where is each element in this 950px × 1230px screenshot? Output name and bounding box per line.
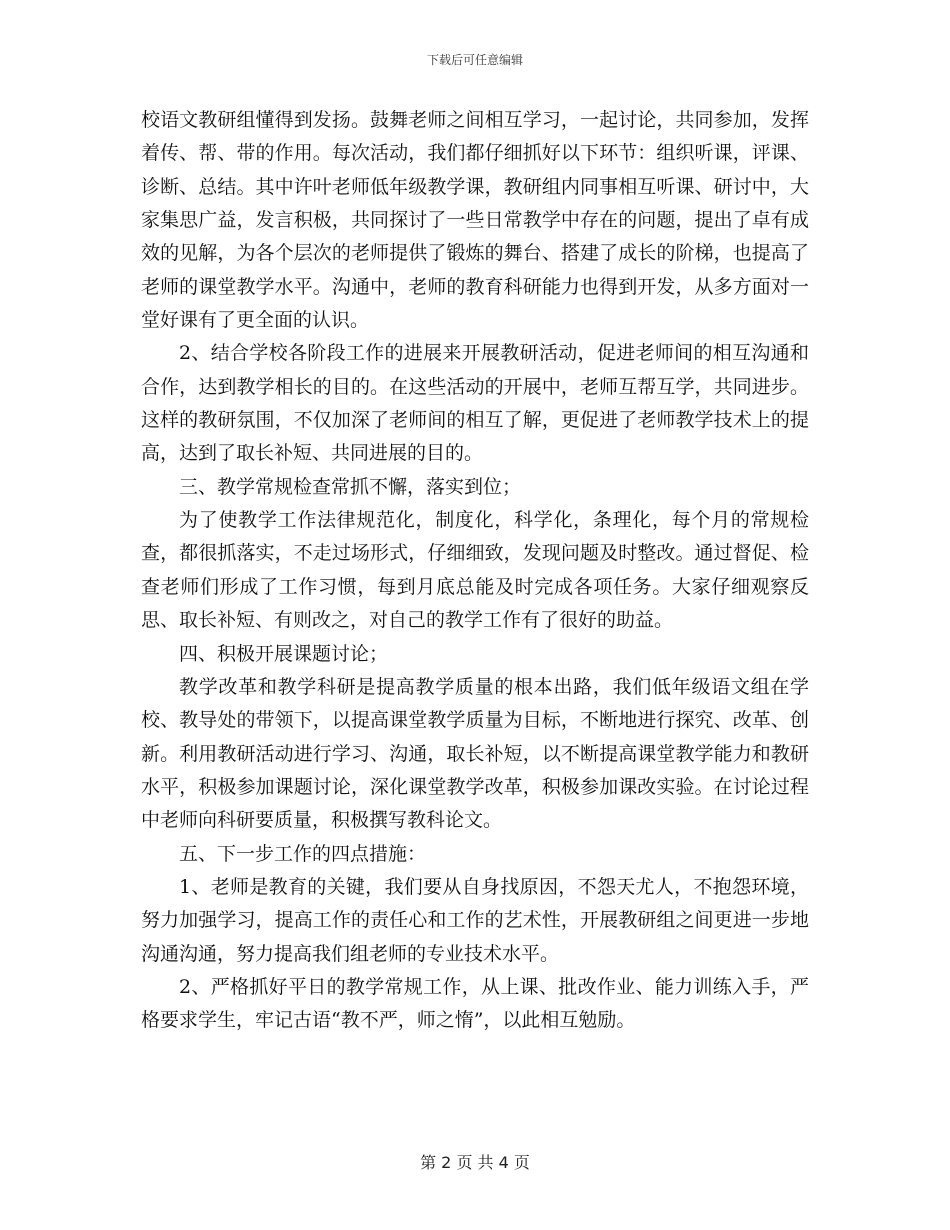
total-pages-number: 4 <box>498 1153 509 1172</box>
paragraph: 为了使教学工作法律规范化，制度化，科学化，条理化，每个月的常规检查，都很抓落实，不走过场形式，仔细细致，发现问题及时整改。通过督促、检查老师们形成了工作习惯，每到月底总能及时完成各项任务。大家仔细观察反思、取长补短、有则改之，对自己的教学工作有了很好的助益。 <box>141 509 809 632</box>
paragraph: 2、严格抓好平日的教学常规工作，从上课、批改作业、能力训练入手，严格要求学生，牢记古语“教不严，师之惰”，以此相互勉励。 <box>141 975 809 1032</box>
paragraph: 2、结合学校各阶段工作的进展来开展教研活动，促进老师间的相互沟通和合作，达到教学相长的目的。在这些活动的开展中，老师互帮互学，共同进步。这样的教研氛围，不仅加深了老师间的相互了解，更促进了老师教学技术上的提高，达到了取长补短、共同进展的目的。 <box>141 342 809 465</box>
page-footer <box>0 1152 950 1174</box>
current-page-number: 2 <box>441 1153 452 1172</box>
paragraph: 1、老师是教育的关键，我们要从自身找原因，不怨天尤人，不抱怨环境，努力加强学习，提高工作的责任心和工作的艺术性，开展教研组之间更进一步地沟通沟通，努力提高我们组老师的专业技术水平。 <box>141 875 809 965</box>
paragraph: 校语文教研组懂得到发扬。鼓舞老师之间相互学习，一起讨论，共同参加，发挥着传、帮、带的作用。每次活动，我们都仔细抓好以下环节：组织听课，评课、诊断、总结。其中许叶老师低年级教学课，教研组内同事相互听课、研讨中，大家集思广益，发言积极，共同探讨了一些日常教学中存在的问题，提出了卓有成效的见解，为各个层次的老师提供了锻炼的舞台、搭建了成长的阶梯，也提高了老师的课堂教学水平。沟通中，老师的教育科研能力也得到开发，从多方面对一堂好课有了更全面的认识。 <box>141 109 809 332</box>
header-note: 下载后可任意编辑 <box>426 53 523 67</box>
page-number-suffix: 页 <box>513 1153 530 1172</box>
document-body <box>141 104 809 1038</box>
section-heading: 五、下一步工作的四点措施： <box>179 842 427 865</box>
section-heading: 四、积极开展课题讨论； <box>179 642 389 665</box>
page-number-prefix: 第 <box>420 1153 437 1172</box>
paragraph: 教学改革和教学科研是提高教学质量的根本出路，我们低年级语文组在学校、教导处的带领下，以提高课堂教学质量为目标，不断地进行探究、改革、创新。利用教研活动进行学习、沟通，取长补短，以不断提高课堂教学能力和教研水平，积极参加课题讨论，深化课堂教学改革，积极参加课改实验。在讨论过程中老师向科研要质量，积极撰写教科论文。 <box>141 675 809 832</box>
page-number-mid: 页 共 <box>456 1153 494 1172</box>
page-header <box>0 52 950 68</box>
section-heading: 三、教学常规检查常抓不懈，落实到位； <box>179 475 522 498</box>
